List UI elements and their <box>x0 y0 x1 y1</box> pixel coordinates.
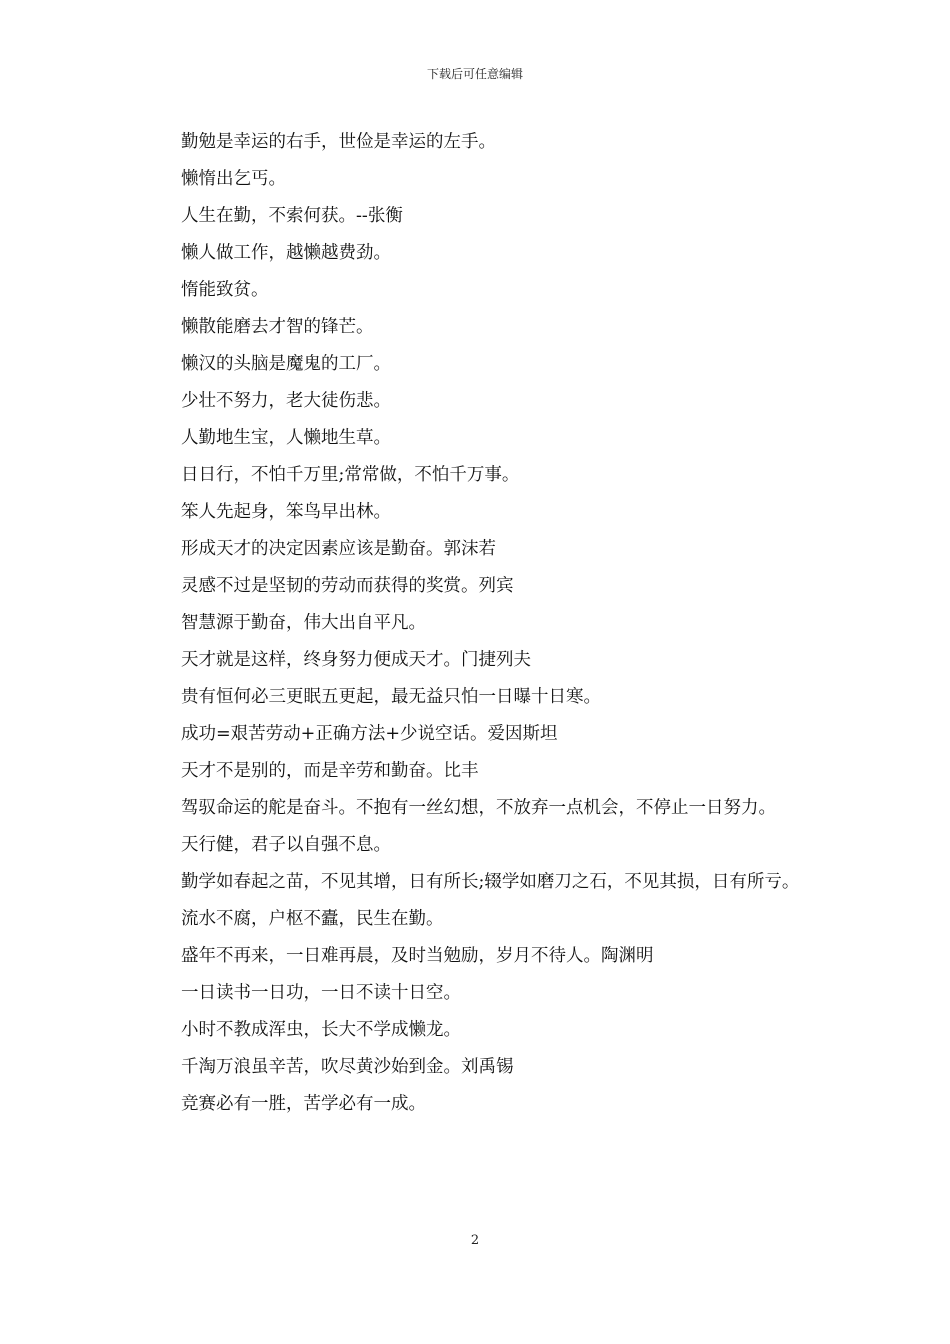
paragraph: 人勤地生宝，人懒地生草。 <box>181 428 391 448</box>
paragraph: 日日行，不怕千万里;常常做，不怕千万事。 <box>181 465 520 485</box>
page-header: 下载后可任意编辑 <box>426 67 523 81</box>
paragraph: 天才不是别的，而是辛劳和勤奋。比丰 <box>181 761 479 781</box>
paragraph: 懒人做工作，越懒越费劲。 <box>181 243 391 263</box>
paragraph: 惰能致贫。 <box>181 280 269 300</box>
paragraph: 人生在勤，不索何获。--张衡 <box>181 206 403 226</box>
paragraph: 一日读书一日功，一日不读十日空。 <box>181 983 461 1003</box>
paragraph: 智慧源于勤奋，伟大出自平凡。 <box>181 613 426 633</box>
paragraph: 流水不腐，户枢不蠹，民生在勤。 <box>181 909 444 929</box>
paragraph: 勤学如春起之苗，不见其增，日有所长;辍学如磨刀之石，不见其损，日有所亏。 <box>181 872 800 892</box>
paragraph: 天行健，君子以自强不息。 <box>181 835 391 855</box>
paragraph: 千淘万浪虽辛苦，吹尽黄沙始到金。刘禹锡 <box>181 1057 514 1077</box>
document-body <box>144 124 808 1123</box>
paragraph: 勤勉是幸运的右手，世俭是幸运的左手。 <box>181 132 496 152</box>
paragraph: 少壮不努力，老大徒伤悲。 <box>181 391 391 411</box>
paragraph: 笨人先起身，笨鸟早出林。 <box>181 502 391 522</box>
paragraph: 天才就是这样，终身努力便成天才。门捷列夫 <box>181 650 531 670</box>
paragraph: 竞赛必有一胜，苦学必有一成。 <box>181 1094 426 1114</box>
paragraph: 懒汉的头脑是魔鬼的工厂。 <box>181 354 391 374</box>
paragraph: 形成天才的决定因素应该是勤奋。郭沫若 <box>181 539 496 559</box>
paragraph: 懒散能磨去才智的锋芒。 <box>181 317 374 337</box>
paragraph: 懒惰出乞丐。 <box>181 169 286 189</box>
paragraph: 小时不教成浑虫，长大不学成懒龙。 <box>181 1020 461 1040</box>
paragraph: 盛年不再来，一日难再晨，及时当勉励，岁月不待人。陶渊明 <box>181 946 654 966</box>
paragraph: 灵感不过是坚韧的劳动而获得的奖赏。列宾 <box>181 576 514 596</box>
paragraph: 驾驭命运的舵是奋斗。不抱有一丝幻想，不放弃一点机会，不停止一日努力。 <box>181 798 776 818</box>
page-number: 2 <box>470 1233 480 1248</box>
paragraph: 贵有恒何必三更眠五更起，最无益只怕一日曝十日寒。 <box>181 687 601 707</box>
paragraph: 成功=艰苦劳动+正确方法+少说空话。爱因斯坦 <box>181 724 558 744</box>
